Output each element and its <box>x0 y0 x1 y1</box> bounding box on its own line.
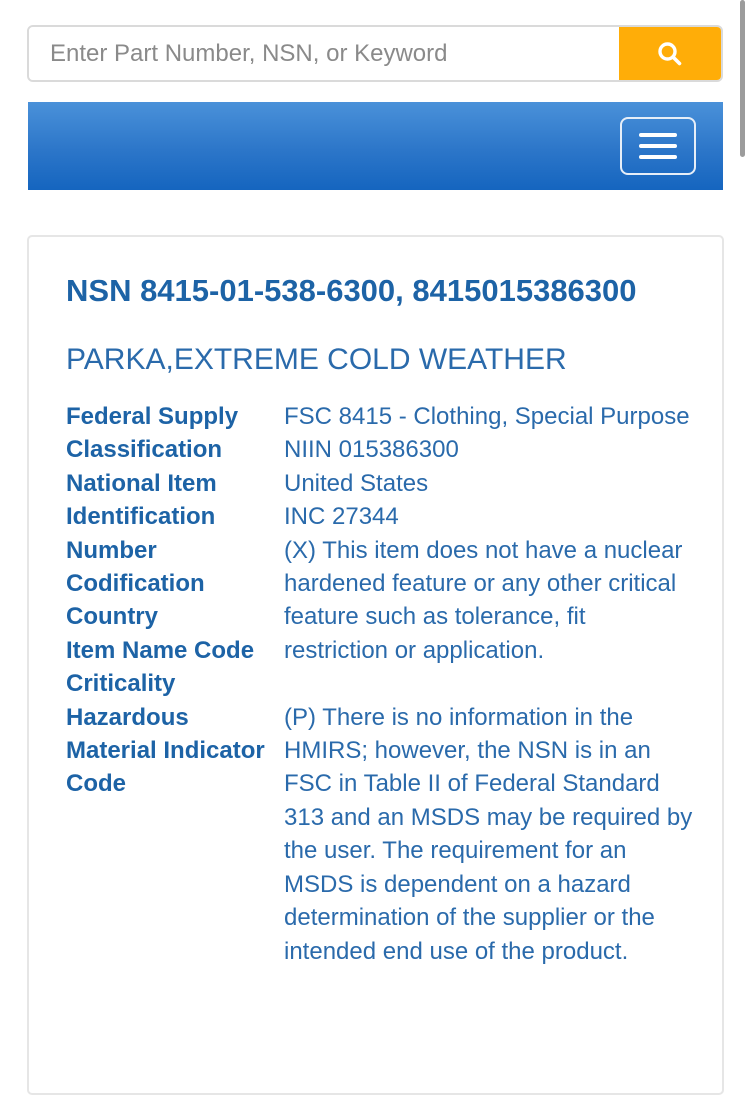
value-niin: NIIN 015386300 <box>284 436 459 464</box>
value-criticality: (X) This item does not have a nuclear hardened feature or any other critical feature such as tolerance, fit restriction or application. <box>284 536 683 664</box>
navbar <box>28 102 723 190</box>
search-bar <box>27 25 723 82</box>
label-country: Codification Country <box>66 570 205 631</box>
item-details <box>66 400 706 968</box>
label-fsc: Federal Supply Classification <box>66 403 239 464</box>
detail-values-group2 <box>284 701 694 968</box>
value-country: United States <box>284 469 429 497</box>
value-inc: INC 27344 <box>284 503 399 531</box>
hamburger-menu-icon <box>639 144 677 148</box>
value-hmic: (P) There is no information in the HMIRS; however, the NSN is in an FSC in Table II of Federal Standard 313 and an MSDS may be required by the user. The requirement for an MSDS is dependent on a hazard determination of the supplier or the intended end use of the product. <box>284 703 693 965</box>
search-input[interactable] <box>29 27 619 80</box>
value-fsc: FSC 8415 - Clothing, Special Purpose <box>284 403 690 430</box>
hamburger-menu-icon <box>639 133 677 137</box>
label-inc: Item Name Code <box>66 636 255 664</box>
search-icon <box>657 41 683 67</box>
hamburger-menu-icon <box>639 155 677 159</box>
label-hmic: Hazardous Material Indicator Code <box>66 703 265 798</box>
label-niin: National Item Identification Number <box>66 469 217 564</box>
menu-toggle-button[interactable] <box>620 117 696 175</box>
item-name: PARKA,EXTREME COLD WEATHER <box>66 343 567 376</box>
search-button[interactable] <box>619 27 721 80</box>
page-title: NSN 8415-01-538-6300, 8415015386300 <box>66 273 637 308</box>
detail-labels-group2 <box>66 701 284 968</box>
detail-values-group1 <box>284 400 694 701</box>
label-criticality: Criticality <box>66 670 176 698</box>
detail-labels-group1 <box>66 400 284 701</box>
item-card <box>27 235 724 1095</box>
scrollbar[interactable] <box>740 0 745 157</box>
